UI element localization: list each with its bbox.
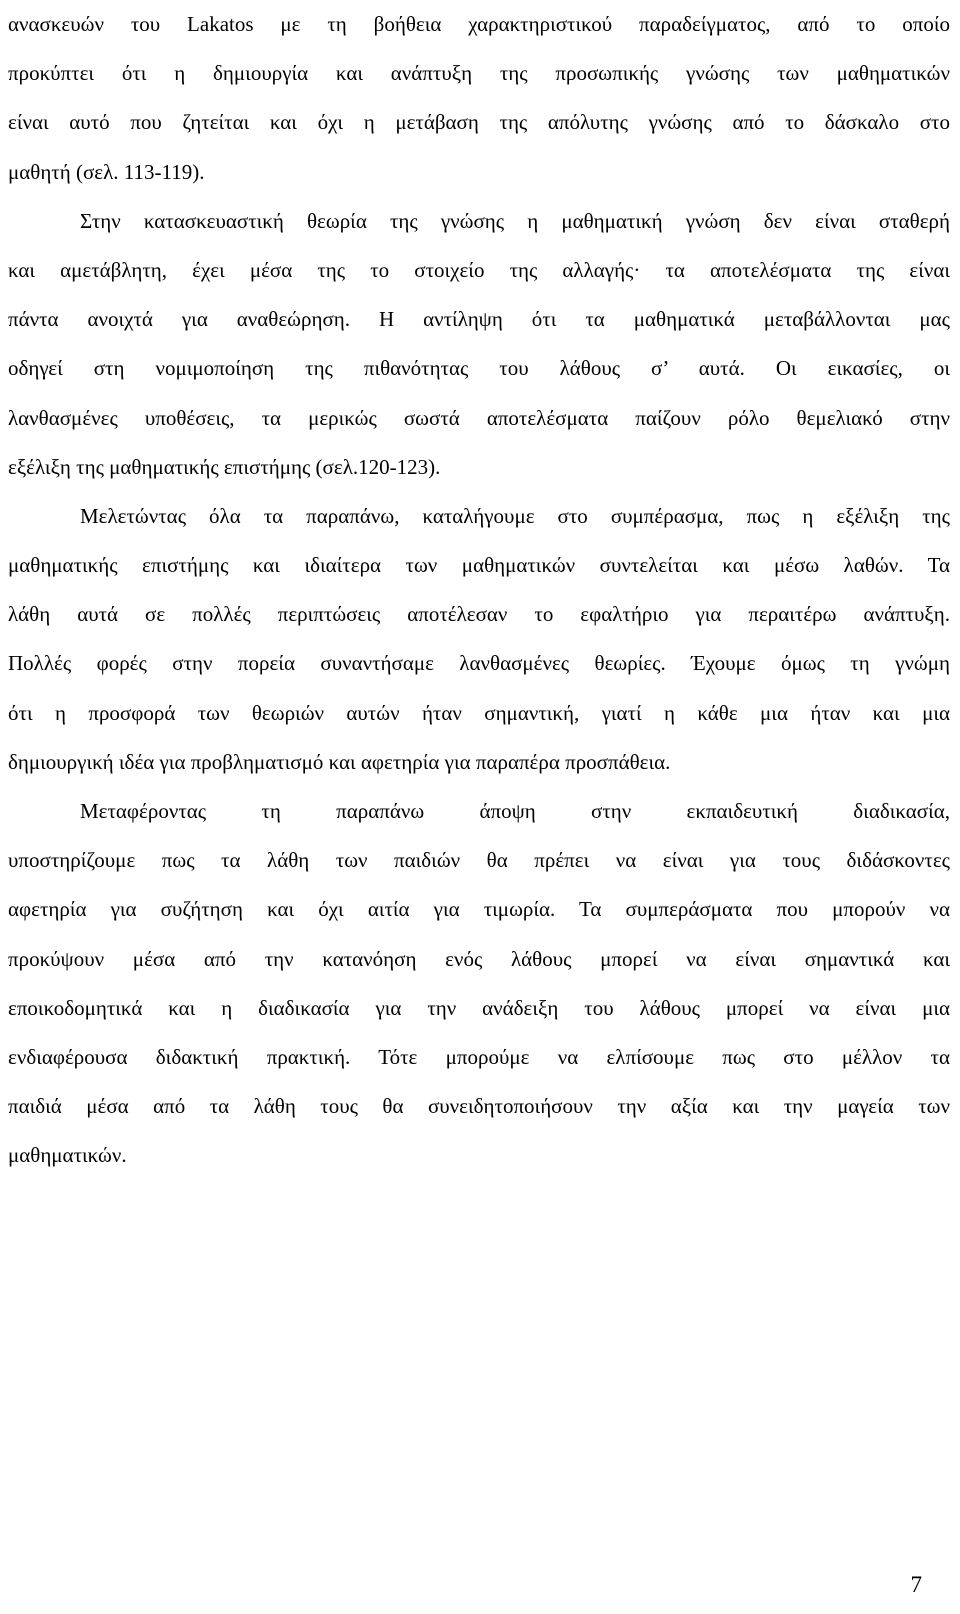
text-line: προκύψουν μέσα από την κατανόηση ενός λάθους μπορεί να είναι σημαντικά και	[8, 946, 950, 971]
text-line: παιδιά μέσα από τα λάθη τους θα συνειδητοποιήσουν την αξία και την μαγεία των	[8, 1094, 950, 1119]
text-line: λάθη αυτά σε πολλές περιπτώσεις αποτέλεσαν το εφαλτήριο για περαιτέρω ανάπτυξη.	[8, 602, 950, 627]
text-line: λανθασμένες υποθέσεις, τα μερικώς σωστά αποτελέσματα παίζουν ρόλο θεμελιακό στην	[8, 405, 950, 430]
paragraph-4	[8, 787, 950, 1181]
paragraph-3	[8, 492, 950, 787]
text-line: αφετηρία για συζήτηση και όχι αιτία για τιμωρία. Τα συμπεράσματα που μπορούν να	[8, 897, 950, 922]
text-line: εξέλιξη της μαθηματικής επιστήμης (σελ.120-123).	[8, 454, 441, 479]
text-line: ανασκευών του Lakatos με τη βοήθεια χαρακτηριστικού παραδείγματος, από το οποίο	[8, 12, 950, 36]
text-line: οδηγεί στη νομιμοποίηση της πιθανότητας του λάθους σ’ αυτά. Οι εικασίες, οι	[8, 356, 950, 381]
text-line: ότι η προσφορά των θεωριών αυτών ήταν σημαντική, γιατί η κάθε μια ήταν και μια	[8, 700, 950, 725]
page-number: 7	[910, 1572, 922, 1597]
text-line: Στην κατασκευαστική θεωρία της γνώσης η μαθηματική γνώση δεν είναι σταθερή	[80, 208, 950, 233]
text-line: ενδιαφέρουσα διδακτική πρακτική. Τότε μπορούμε να ελπίσουμε πως στο μέλλον τα	[8, 1044, 950, 1069]
text-line: μαθηματικών.	[8, 1143, 127, 1168]
text-line: είναι αυτό που ζητείται και όχι η μετάβαση της απόλυτης γνώσης από το δάσκαλο στο	[8, 110, 950, 135]
text-line: Μελετώντας όλα τα παραπάνω, καταλήγουμε στο συμπέρασμα, πως η εξέλιξη της	[80, 503, 950, 528]
text-line: πάντα ανοιχτά για αναθεώρηση. Η αντίληψη ότι τα μαθηματικά μεταβάλλονται μας	[8, 307, 950, 332]
text-line: μαθηματικής επιστήμης και ιδιαίτερα των μαθηματικών συντελείται και μέσω λαθών. Τα	[8, 553, 950, 578]
paragraph-1	[8, 0, 950, 197]
text-line: εποικοδομητικά και η διαδικασία για την ανάδειξη του λάθους μπορεί να είναι μια	[8, 995, 950, 1020]
text-line: Μεταφέροντας τη παραπάνω άποψη στην εκπαιδευτική διαδικασία,	[80, 799, 950, 823]
text-line: δημιουργική ιδέα για προβληματισμό και αφετηρία για παραπέρα προσπάθεια.	[8, 749, 671, 774]
text-line: υποστηρίζουμε πως τα λάθη των παιδιών θα πρέπει να είναι για τους διδάσκοντες	[8, 848, 950, 873]
text-line: προκύπτει ότι η δημιουργία και ανάπτυξη της προσωπικής γνώσης των μαθηματικών	[8, 61, 950, 86]
text-line: Πολλές φορές στην πορεία συναντήσαμε λανθασμένες θεωρίες. Έχουμε όμως τη γνώμη	[8, 651, 950, 676]
paragraph-2	[8, 197, 950, 492]
document-body	[8, 0, 950, 1181]
text-line: μαθητή (σελ. 113-119).	[8, 159, 205, 184]
text-line: και αμετάβλητη, έχει μέσα της το στοιχείο της αλλαγής· τα αποτελέσματα της είναι	[8, 257, 950, 282]
